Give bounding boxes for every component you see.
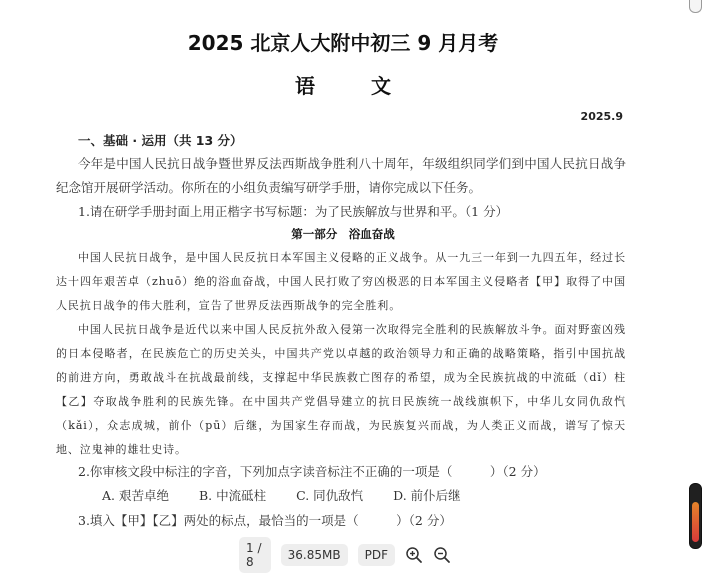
- question-2-options: [102, 486, 487, 504]
- option-d: D. 前仆后继: [393, 488, 461, 503]
- question-2: 2.你审核文段中标注的字音，下列加点字读音标注不正确的一项是（ ）（2 分）: [78, 464, 546, 479]
- passage-paragraph-1: 中国人民抗日战争，是中国人民反抗日本军国主义侵略的正义战争。从一九三一年到一九四五年，经过长达十四年艰苦卓（zhuō）绝的浴血奋战，中国人民打败了穷凶极恶的日本军国主义侵略者【甲】取得了中国人民抗日战争的伟大胜利，宣告了世界反法西斯战争的完全胜利。: [56, 251, 626, 312]
- exam-date: 2025.9: [580, 110, 623, 123]
- file-type-badge: PDF: [358, 544, 395, 566]
- intro-paragraph: 今年是中国人民抗日战争暨世界反法西斯战争胜利八十周年，年级组织同学们到中国人民抗日战争纪念馆开展研学活动。你所在的小组负责编写研学手册，请你完成以下任务。: [56, 156, 626, 195]
- option-a: A. 艰苦卓绝: [102, 488, 169, 503]
- question-3: 3.填入【甲】【乙】两处的标点，最恰当的一项是（ ）（2 分）: [78, 513, 452, 528]
- subject-title: 语文: [295, 74, 447, 98]
- file-size-badge: 36.85MB: [281, 544, 348, 566]
- scroll-thumb[interactable]: [689, 483, 702, 549]
- part-title: 第一部分 浴血奋战: [291, 227, 395, 241]
- option-b: B. 中流砥柱: [198, 488, 267, 503]
- zoom-in-icon: [405, 546, 423, 564]
- zoom-out-button[interactable]: [433, 545, 451, 565]
- page-indicator[interactable]: 1 / 8: [239, 537, 271, 573]
- option-c: C. 同仇敌忾: [296, 488, 364, 503]
- exam-title: 2025 北京人大附中初三 9 月月考: [187, 31, 499, 55]
- viewer-toolbar: [239, 541, 451, 569]
- passage-paragraph-2: 中国人民抗日战争是近代以来中国人民反抗外敌入侵第一次取得完全胜利的民族解放斗争。面对野蛮凶残的日本侵略者，在民族危亡的历史关头，中国共产党以卓越的政治领导力和正确的战略策略，指引中国抗战的前进方向，勇敢战斗在抗战最前线，支撑起中华民族救亡图存的希望，成为全民族抗战的中流砥（dǐ）柱【乙】夺取战争胜利的民族先锋。在中国共产党倡导建立的抗日民族统一战线旗帜下，中华儿女同仇敌忾（kǎi），众志成城，前仆（pū）后继，为国家生存而战，为民族复兴而战，为人类正义而战，谱写了惊天地、泣鬼神的雄壮史诗。: [56, 323, 626, 456]
- zoom-in-button[interactable]: [405, 545, 423, 565]
- question-1: 1.请在研学手册封面上用正楷字书写标题：为了民族解放与世界和平。（1 分）: [78, 204, 509, 219]
- section-heading: 一、基础 · 运用（共 13 分）: [78, 133, 243, 148]
- zoom-out-icon: [433, 546, 451, 564]
- scroll-up-handle[interactable]: [689, 0, 702, 13]
- vertical-scrollbar[interactable]: [686, 0, 703, 574]
